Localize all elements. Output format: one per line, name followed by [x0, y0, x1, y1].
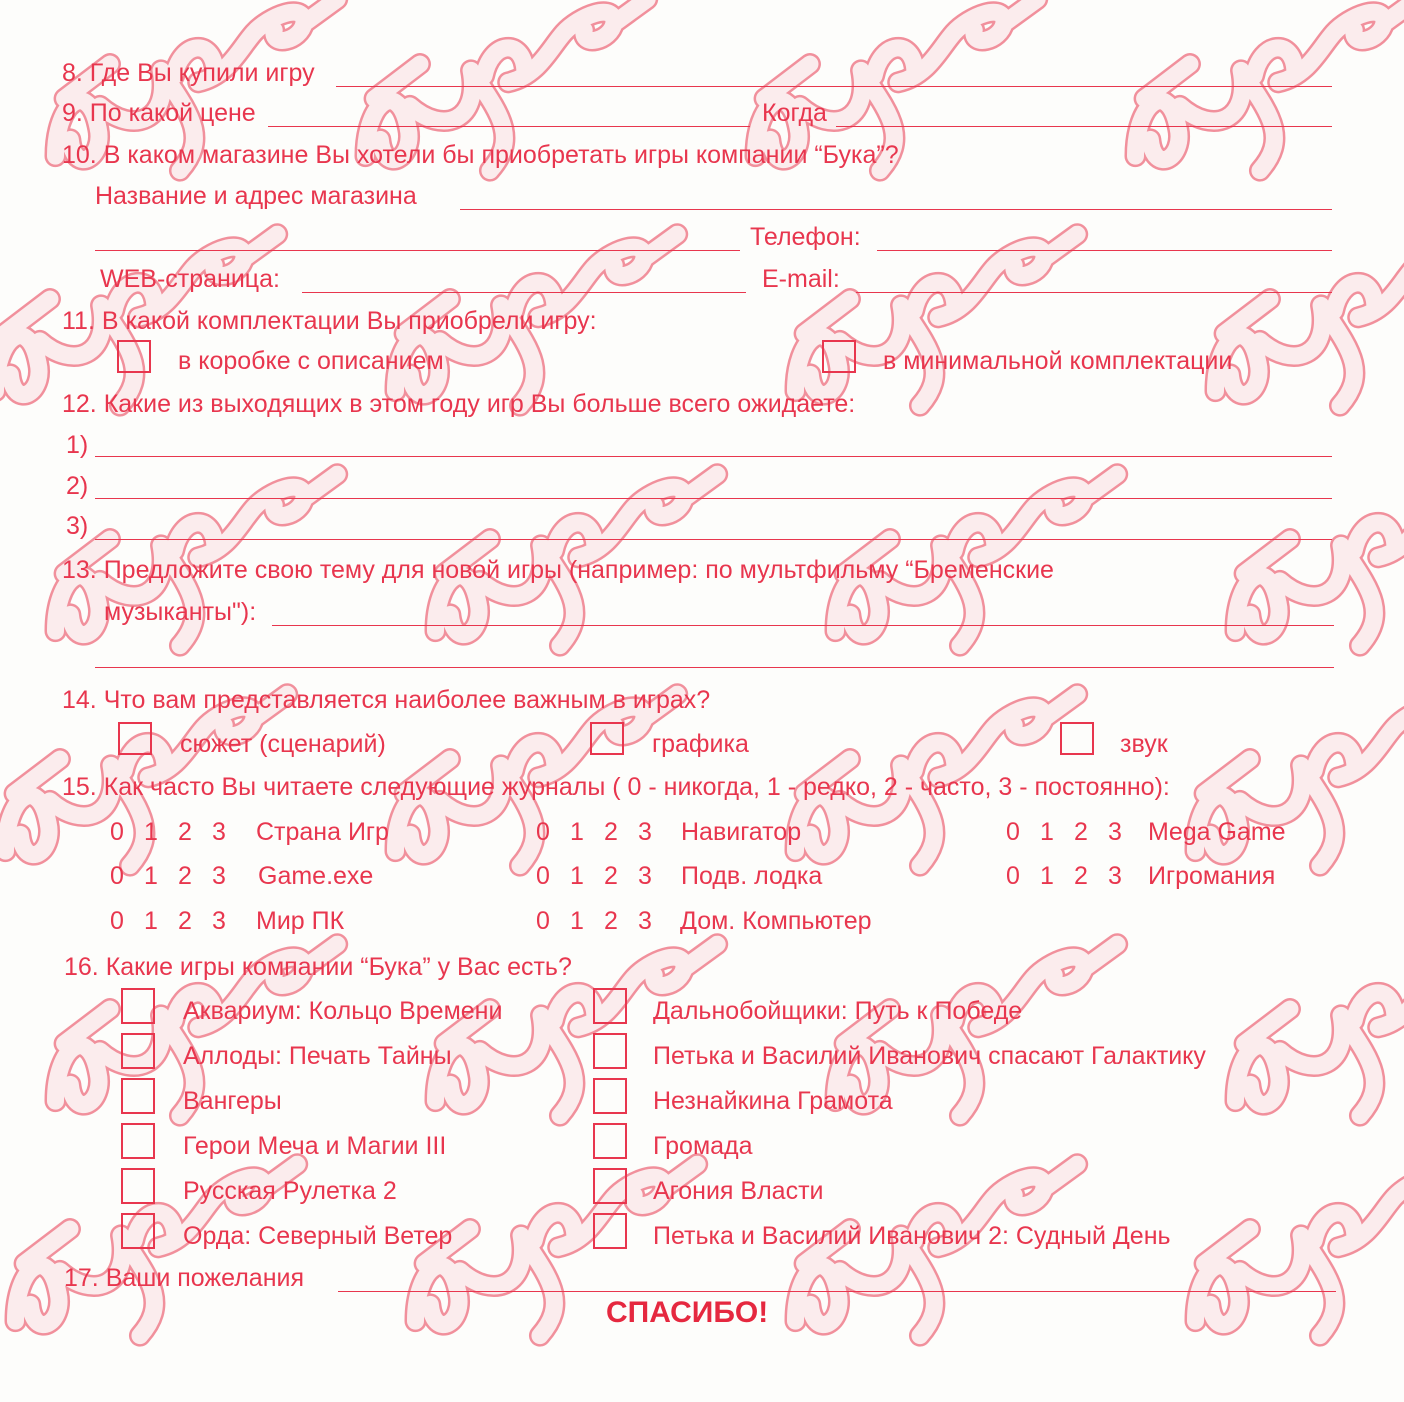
q16-game-ruletka-checkbox[interactable]: [121, 1168, 155, 1204]
q12-item-1-label: 1): [66, 431, 89, 459]
q9-label: 9. По какой цене: [62, 99, 256, 127]
q14-graphics-checkbox[interactable]: [590, 722, 624, 755]
q9-when-label: Когда: [762, 99, 827, 127]
q16-game-vangery-checkbox[interactable]: [121, 1078, 155, 1114]
scale-0[interactable]: 0: [536, 818, 550, 846]
scale-1[interactable]: 1: [570, 907, 584, 935]
q16-game-dalnoboishiki: Дальнобойщики: Путь к Победе: [653, 997, 1023, 1025]
scale-3[interactable]: 3: [638, 907, 652, 935]
q12-item-3-label: 3): [66, 512, 89, 540]
q11-box-checkbox[interactable]: [117, 340, 151, 373]
q16-game-petka-galaktika: Петька и Василий Иванович спасают Галактику: [653, 1042, 1206, 1070]
q14-sound-checkbox[interactable]: [1060, 722, 1094, 755]
q16-game-petka-galaktika-checkbox[interactable]: [593, 1033, 627, 1069]
thanks-text: СПАСИБО!: [606, 1296, 769, 1329]
scale-2[interactable]: 2: [1074, 818, 1088, 846]
scale-0[interactable]: 0: [110, 862, 124, 890]
scale-3[interactable]: 3: [212, 907, 226, 935]
q15-scale-dom-kompyuter[interactable]: [536, 906, 672, 936]
scale-2[interactable]: 2: [604, 818, 618, 846]
scale-0[interactable]: 0: [110, 818, 124, 846]
q10-address-line[interactable]: [95, 250, 740, 251]
q15-label: 15. Как часто Вы читаете следующие журналы ( 0 - никогда, 1 - редко, 2 - часто, 3 - постоянно):: [62, 773, 1170, 801]
buka-watermark-mark: [1211, 921, 1404, 1157]
scale-2[interactable]: 2: [178, 818, 192, 846]
q12-item-2-label: 2): [66, 472, 89, 500]
q15-scale-podv-lodka[interactable]: [536, 861, 672, 891]
scale-0[interactable]: 0: [1006, 862, 1020, 890]
scale-3[interactable]: 3: [638, 818, 652, 846]
q15-scale-strana-igr[interactable]: [110, 817, 246, 847]
scale-1[interactable]: 1: [1040, 862, 1054, 890]
scale-0[interactable]: 0: [110, 907, 124, 935]
buka-watermark-mark: [811, 921, 1155, 1157]
scale-2[interactable]: 2: [178, 862, 192, 890]
q16-label: 16. Какие игры компании “Бука” у Вас есть?: [64, 953, 572, 981]
buka-watermark-mark: [1111, 0, 1404, 212]
scale-1[interactable]: 1: [570, 818, 584, 846]
q14-label: 14. Что вам представляется наиболее важным в играх?: [62, 686, 711, 714]
q13-answer-line-2[interactable]: [95, 667, 1334, 668]
q16-game-agonia: Агония Власти: [653, 1177, 824, 1205]
q16-game-vangery: Вангеры: [183, 1087, 282, 1115]
q13-label: 13. Предложите свою тему для новой игры (например: по мультфильму “Бременские: [62, 556, 1054, 584]
scale-3[interactable]: 3: [1108, 818, 1122, 846]
q16-game-agonia-checkbox[interactable]: [593, 1168, 627, 1204]
q16-game-akvarium-checkbox[interactable]: [121, 988, 155, 1024]
scale-1[interactable]: 1: [1040, 818, 1054, 846]
q16-game-neznaika-checkbox[interactable]: [593, 1078, 627, 1114]
scale-2[interactable]: 2: [178, 907, 192, 935]
q10-email-label: E-mail:: [762, 265, 840, 293]
scale-3[interactable]: 3: [212, 818, 226, 846]
q11-label: 11. В какой комплектации Вы приобрели игру:: [62, 307, 597, 335]
q10-web-line[interactable]: [302, 292, 746, 293]
q15-magazine-podv-lodka: Подв. лодка: [681, 862, 823, 890]
q13-answer-line-1[interactable]: [272, 625, 1334, 626]
scale-1[interactable]: 1: [144, 862, 158, 890]
q16-game-dalnoboishiki-checkbox[interactable]: [593, 988, 627, 1024]
q15-magazine-mir-pk: Мир ПК: [256, 907, 345, 935]
q8-label: 8. Где Вы купили игру: [62, 59, 315, 87]
q15-magazine-igromania: Игромания: [1148, 862, 1276, 890]
q16-game-gromada-checkbox[interactable]: [593, 1123, 627, 1159]
q12-item-2-line[interactable]: [95, 498, 1332, 499]
buka-watermark-mark: [1171, 1141, 1404, 1377]
q15-magazine-mega-game: Mega Game: [1148, 818, 1286, 846]
q12-item-3-line[interactable]: [95, 539, 1332, 540]
q16-game-orda-checkbox[interactable]: [121, 1213, 155, 1249]
q16-game-akvarium: Аквариум: Кольцо Времени: [183, 997, 503, 1025]
q16-game-geroi: Герои Меча и Магии III: [183, 1132, 447, 1160]
q11-minimal-checkbox[interactable]: [822, 340, 856, 373]
q16-game-neznaika: Незнайкина Грамота: [653, 1087, 893, 1115]
q10-web-label: WEB-страница:: [100, 265, 280, 293]
q15-scale-navigator[interactable]: [536, 817, 672, 847]
q10-store-name-line[interactable]: [460, 209, 1332, 210]
q8-answer-line[interactable]: [336, 86, 1332, 87]
scale-0[interactable]: 0: [536, 862, 550, 890]
q13-label-cont: музыканты"):: [104, 598, 257, 626]
scale-1[interactable]: 1: [144, 907, 158, 935]
q9-when-line[interactable]: [836, 126, 1332, 127]
q15-magazine-strana-igr: Страна Игр: [256, 818, 389, 846]
scale-1[interactable]: 1: [570, 862, 584, 890]
q16-game-allody-checkbox[interactable]: [121, 1033, 155, 1069]
scale-2[interactable]: 2: [1074, 862, 1088, 890]
q15-scale-mega-game[interactable]: [1006, 817, 1142, 847]
scale-1[interactable]: 1: [144, 818, 158, 846]
q15-magazine-game-exe: Game.exe: [258, 862, 374, 890]
scale-3[interactable]: 3: [1108, 862, 1122, 890]
q14-option-graphics: графика: [652, 730, 749, 758]
q10-phone-label: Телефон:: [750, 223, 861, 251]
q15-magazine-navigator: Навигатор: [681, 818, 802, 846]
q16-game-geroi-checkbox[interactable]: [121, 1123, 155, 1159]
q15-scale-game-exe[interactable]: [110, 861, 246, 891]
q16-game-petka-2-checkbox[interactable]: [593, 1213, 627, 1249]
q10-email-line[interactable]: [856, 292, 1332, 293]
q11-option-box: в коробке с описанием: [178, 347, 444, 375]
q15-scale-igromania[interactable]: [1006, 861, 1142, 891]
buka-watermark-mark: [1211, 451, 1404, 687]
scale-2[interactable]: 2: [604, 907, 618, 935]
q9-price-line[interactable]: [268, 126, 750, 127]
q17-label: 17. Ваши пожелания: [64, 1264, 305, 1292]
q11-option-minimal: в минимальной комплектации: [883, 347, 1233, 375]
scale-3[interactable]: 3: [638, 862, 652, 890]
q12-label: 12. Какие из выходящих в этом году игр Вы больше всего ожидаете:: [62, 390, 856, 418]
q16-game-gromada: Громада: [653, 1132, 753, 1160]
buka-watermark-mark: [1191, 211, 1404, 447]
scale-3[interactable]: 3: [212, 862, 226, 890]
q16-game-allody: Аллоды: Печать Тайны: [183, 1042, 452, 1070]
scale-0[interactable]: 0: [1006, 818, 1020, 846]
q16-game-petka-2: Петька и Василий Иванович 2: Судный День: [653, 1222, 1171, 1250]
q17-answer-line[interactable]: [338, 1291, 1336, 1292]
q14-option-sound: звук: [1120, 730, 1168, 758]
scale-0[interactable]: 0: [536, 907, 550, 935]
scale-2[interactable]: 2: [604, 862, 618, 890]
q10-label: 10. В каком магазине Вы хотели бы приобретать игры компании “Бука”?: [62, 141, 899, 169]
q15-magazine-dom-kompyuter: Дом. Компьютер: [680, 907, 872, 935]
q15-scale-mir-pk[interactable]: [110, 906, 246, 936]
q10-store-name-label: Название и адрес магазина: [95, 182, 417, 210]
q10-phone-line[interactable]: [877, 250, 1332, 251]
q14-plot-checkbox[interactable]: [118, 722, 152, 755]
q16-game-ruletka: Русская Рулетка 2: [183, 1177, 397, 1205]
q12-item-1-line[interactable]: [95, 456, 1332, 457]
q16-game-orda: Орда: Северный Ветер: [183, 1222, 453, 1250]
q14-option-plot: сюжет (сценарий): [180, 730, 386, 758]
